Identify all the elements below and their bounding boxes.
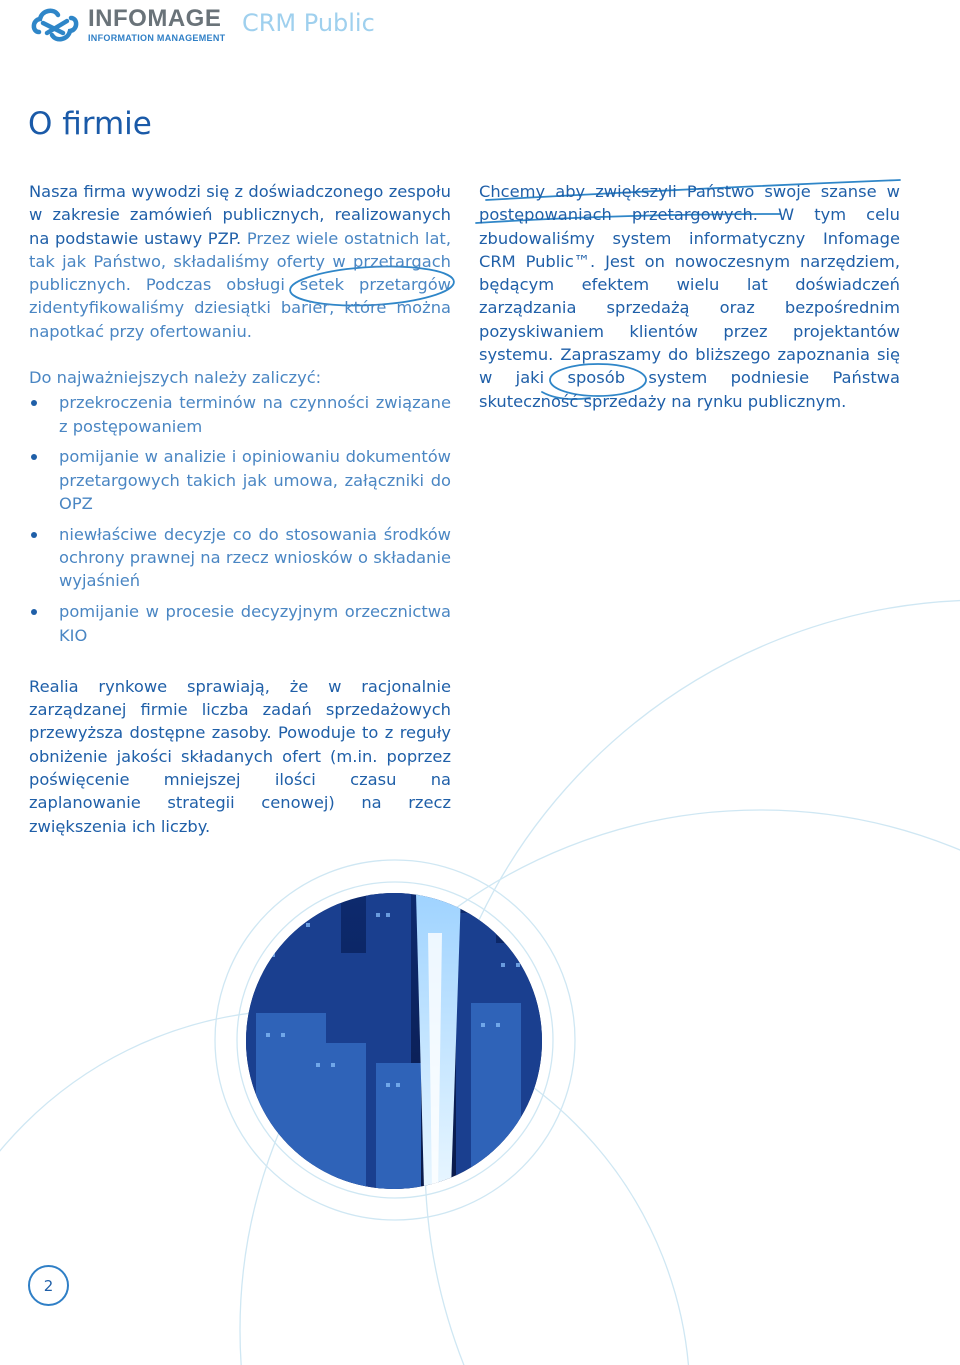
list-item-text: pomijanie w analizie i opiniowaniu dokumentów przetargowych takich jak umowa, załączniki do OPZ [59, 447, 451, 514]
list-intro: Do najważniejszych należy zaliczyć: [29, 368, 322, 388]
closing-paragraph: Realia rynkowe sprawiają, że w racjonalnie zarządzanej firmie liczba zadań sprzedażowych przewyższa dostępne zasoby. Powoduje to z reguły obniżenie jakości składanych ofert (m.in. poprzez poświęcenie mniejszej ilości czasu na zaplanowanie strategii cenowej) na rzecz zwiększenia ich liczby. [29, 676, 451, 836]
intro-paragraph [29, 180, 451, 343]
list-item-text: przekroczenia terminów na czynności związane z postępowaniem [59, 393, 451, 436]
list-item-text: niewłaściwe decyzje co do stosowania środków ochrony prawnej na rzecz wniosków o składanie wyjaśnień [59, 524, 451, 591]
list-item [29, 523, 451, 593]
intro-text: Nasza firma wywodzi się z doświadczonego zespołu w zakresie zamówień publicznych, realizowanych na podstawie ustawy PZP. [29, 182, 451, 248]
list-item-text: pomijanie w procesie decyzyjnym orzecznictwa KIO [59, 602, 451, 645]
product-name: CRM Public [242, 9, 375, 37]
brand-name: INFOMAGE [88, 5, 222, 32]
intro-text-light: Przez wiele ostatnich lat, tak jak Państwo, składaliśmy oferty w przetargach publicznych. [29, 228, 451, 295]
intro-text-light-2: Podczas obsługi setek przetargów zidentyfikowaliśmy dziesiątki barier, które można napotkać przy ofertowaniu. [29, 275, 451, 341]
right-column [479, 180, 900, 413]
issues-list [29, 391, 451, 646]
page-number: 2 [28, 1265, 69, 1306]
right-paragraph: Chcemy aby zwiększyli Państwo swoje szanse w postępowaniach przetargowych. W tym celu zbudowaliśmy system informatyczny Infomage CRM Public™. Jest on nowoczesnym narzędziem, będącym efektem wielu lat doświadczeń zarządzania sprzedażą oraz bezpośrednim pozyskiwaniem klientów przez projektantów systemu. Zapraszamy do bliższego zapoznania się w jaki sposób system podniesie Państwa skuteczność sprzedaży na rynku publicznym. [479, 182, 900, 411]
list-item [29, 445, 451, 515]
left-column [29, 180, 451, 838]
city-photo [246, 893, 542, 1189]
list-item [29, 391, 451, 438]
bullet-icon [31, 532, 37, 538]
bullet-icon [31, 609, 37, 615]
brand [88, 7, 225, 43]
list-item [29, 600, 451, 647]
bullet-icon [31, 400, 37, 406]
bullet-icon [31, 454, 37, 460]
page-title: O firmie [28, 106, 152, 142]
header [30, 2, 225, 48]
cloud-knot-icon [30, 2, 80, 48]
brand-subtitle: INFORMATION MANAGEMENT [88, 33, 226, 43]
